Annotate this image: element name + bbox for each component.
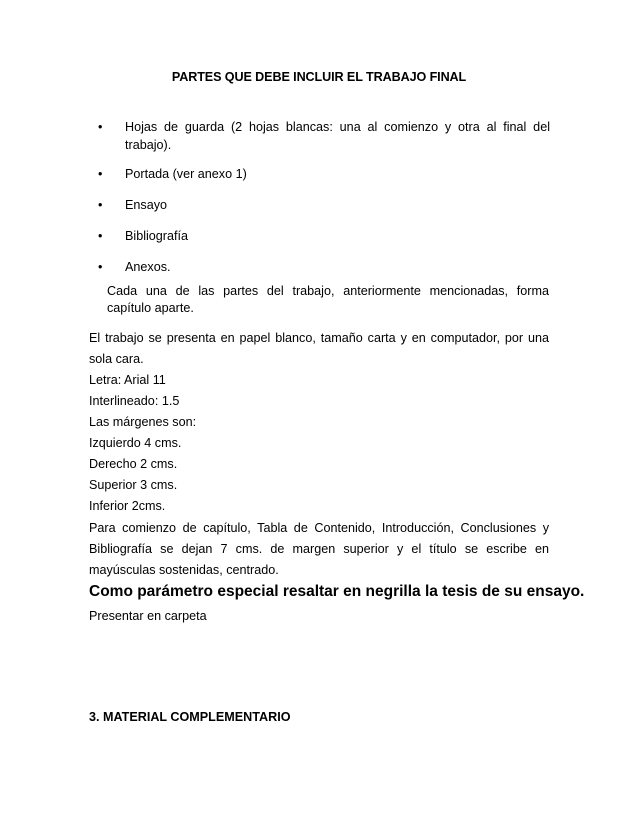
thesis-emphasis: Como parámetro especial resaltar en negrilla la tesis de su ensayo. <box>89 583 585 600</box>
parts-list <box>98 118 550 276</box>
margin-left: Izquierdo 4 cms. <box>89 436 182 450</box>
list-item-text: Ensayo <box>125 198 168 212</box>
margins-intro: Las márgenes son: <box>89 415 197 429</box>
list-item-text: Anexos. <box>125 260 171 274</box>
list-item <box>98 196 550 214</box>
bullet-icon: • <box>98 120 103 134</box>
bullet-icon: • <box>98 229 103 243</box>
list-item <box>98 258 550 276</box>
list-item-text: Hojas de guarda (2 hojas blancas: una al comienzo y otra al final del trabajo). <box>125 120 550 152</box>
section-heading: 3. MATERIAL COMPLEMENTARIO <box>89 710 291 724</box>
font-spec: Letra: Arial 11 <box>89 373 166 387</box>
list-item <box>98 165 550 183</box>
bullet-icon: • <box>98 198 103 212</box>
list-item-text: Portada (ver anexo 1) <box>125 167 247 181</box>
line-spacing-spec: Interlineado: 1.5 <box>89 394 180 408</box>
margin-bottom: Inferior 2cms. <box>89 499 166 513</box>
bullet-icon: • <box>98 260 103 274</box>
margin-top: Superior 3 cms. <box>89 478 178 492</box>
chapter-format-paragraph: Para comienzo de capítulo, Tabla de Contenido, Introducción, Conclusiones y Bibliografía se dejan 7 cms. de margen superior y el título se escribe en mayúsculas sostenidas, centrado. <box>89 521 549 577</box>
bullet-icon: • <box>98 167 103 181</box>
chapter-note: Cada una de las partes del trabajo, anteriormente mencionadas, forma capítulo aparte. <box>107 284 549 315</box>
margin-right: Derecho 2 cms. <box>89 457 178 471</box>
paper-paragraph: El trabajo se presenta en papel blanco, tamaño carta y en computador, por una sola cara. <box>89 331 549 366</box>
list-item-text: Bibliografía <box>125 229 189 243</box>
list-item <box>98 118 550 154</box>
document-title: PARTES QUE DEBE INCLUIR EL TRABAJO FINAL <box>171 70 467 84</box>
folder-instruction: Presentar en carpeta <box>89 609 207 623</box>
list-item <box>98 227 550 245</box>
